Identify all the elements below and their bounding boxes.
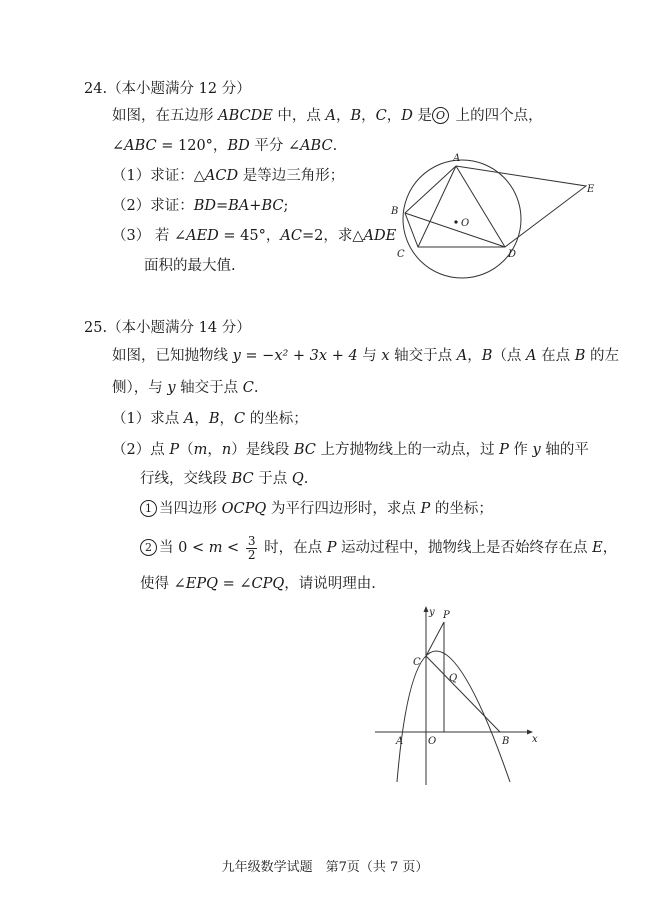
- label-a: A: [396, 736, 404, 747]
- q24-geometry-figure: [380, 150, 600, 285]
- label-o: O: [461, 218, 470, 229]
- y-axis-arrow: [424, 606, 429, 612]
- center-o-dot: [454, 220, 457, 223]
- q25-subpart2: 2 当 0 < m < $\frac{3}{2}$ 时，在点 P 运动过程中，抛物线上是否始终存在点 E，: [140, 531, 617, 565]
- q24-header: 24.（本小题满分 12 分）: [84, 81, 251, 97]
- q25-subpart1: 1 当四边形 OCPQ 为平行四边形时，求点 P 的坐标；: [140, 499, 493, 519]
- label-c: C: [413, 657, 421, 668]
- circle-o-symbol: O: [432, 107, 449, 124]
- q24-stem-line1: 如图，在五边形 ABCDE 中，点 A，B，C，D 是 O 上的四个点，: [112, 108, 543, 124]
- parabola-equation: y = −x² + 3x + 4: [232, 348, 358, 364]
- segment-ac: [418, 166, 456, 247]
- label-d: D: [508, 249, 517, 260]
- page-footer: 九年级数学试题 第7页（共 7 页）: [221, 860, 429, 875]
- label-e: E: [587, 184, 595, 195]
- circled-number-1: 1: [140, 500, 157, 517]
- label-q: Q: [449, 673, 458, 684]
- q25-stem-line1: 如图，已知抛物线 y = −x² + 3x + 4 与 x 轴交于点 A，B（点 A 在点 B 的左: [112, 348, 620, 364]
- q24-part2: （2）求证：BD=BA+BC;: [112, 198, 289, 214]
- q25-part2-cont: 行线，交线段 BC 于点 Q.: [140, 471, 309, 487]
- label-x: x: [532, 734, 538, 745]
- label-b: B: [391, 206, 399, 217]
- q25-stem-line2: 侧），与 y 轴交于点 C.: [112, 380, 259, 396]
- q24-stem-line2: ∠ABC = 120°，BD 平分 ∠ABC.: [112, 138, 338, 154]
- q25-subpart2-cont: 使得 ∠EPQ = ∠CPQ，请说明理由.: [140, 576, 376, 592]
- label-y: y: [429, 607, 435, 618]
- q24-part1: （1）求证：△ACD 是等边三角形；: [112, 168, 345, 184]
- parabola-curve: [397, 651, 510, 782]
- q25-parabola-figure: [370, 600, 550, 790]
- label-c: C: [397, 249, 405, 260]
- label-a: A: [453, 153, 461, 164]
- label-o: O: [428, 736, 437, 747]
- label-p: P: [443, 610, 450, 621]
- fraction-three-halves: $\frac{3}{2}$: [247, 533, 256, 562]
- q25-part1: （1）求点 A，B，C 的坐标；: [112, 411, 308, 427]
- q24-part3-cont: 面积的最大值.: [144, 258, 236, 274]
- circled-number-2: 2: [140, 539, 157, 556]
- q25-part2: （2）点 P（m，n）是线段 BC 上方抛物线上的一动点，过 P 作 y 轴的平: [112, 442, 589, 458]
- label-b: B: [502, 736, 510, 747]
- q25-header: 25.（本小题满分 14 分）: [84, 320, 251, 336]
- q24-part3: （3） 若 ∠AED = 45°，AC=2，求△ADE: [112, 228, 397, 244]
- segment-cb: [426, 656, 500, 732]
- pentagon-abcde: [405, 166, 586, 247]
- segment-ad: [456, 166, 505, 247]
